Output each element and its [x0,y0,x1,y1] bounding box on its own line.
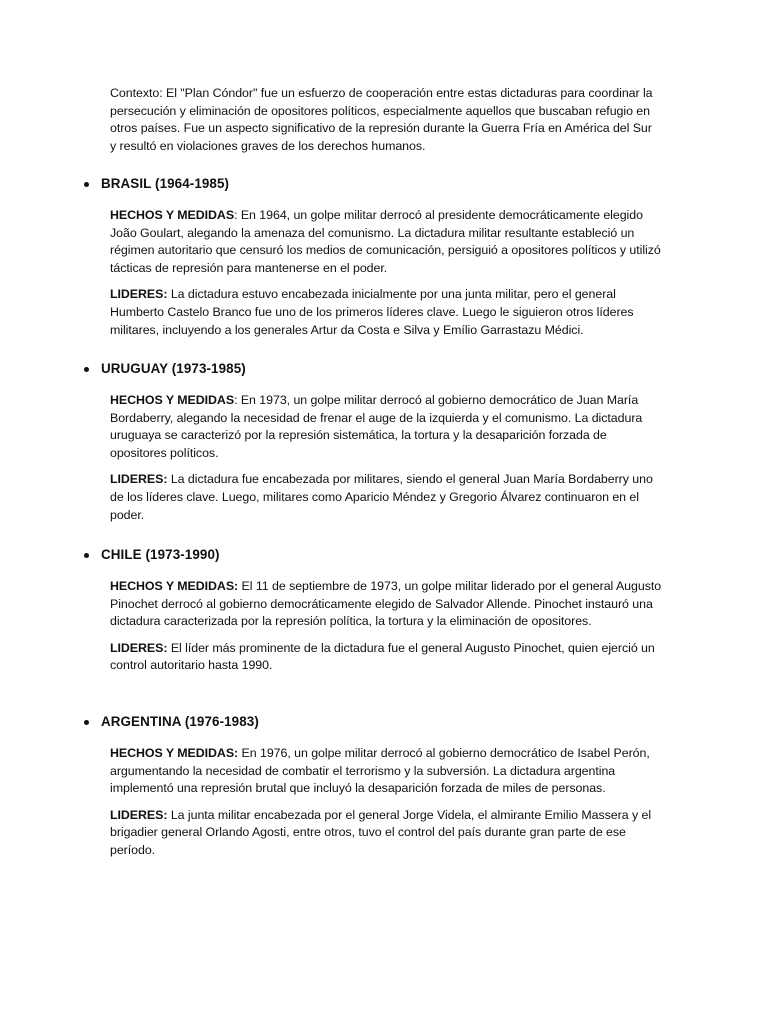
leaders-text: La dictadura estuvo encabezada inicialmente por una junta militar, pero el general Humberto Castelo Branco fue uno de los primeros líderes clave. Luego le siguieron otros líderes militares, incluyendo a los generales Artur da Costa e Silva y Emílio Garrastazu Médici. [110,287,634,337]
bullet-icon [84,553,89,558]
section-title: URUGUAY (1973-1985) [101,360,246,376]
section-title: ARGENTINA (1976-1983) [101,713,259,729]
leaders-label: LIDERES: [110,287,168,302]
section-argentina [80,711,670,860]
facts-label: HECHOS Y MEDIDAS: [110,579,239,593]
section-body [110,392,662,524]
section-body [110,207,662,339]
facts-paragraph [110,745,662,798]
section-heading [80,358,670,378]
bullet-icon [84,182,89,187]
section-body [110,578,662,675]
facts-text: En 1976, un golpe militar derrocó al gobierno democrático de Isabel Perón, argumentando la necesidad de combatir el terrorismo y la subversión. La dictadura argentina implementó una represión brutal que incluyó la desaparición forzada de miles de personas. [110,746,650,796]
section-body [110,745,662,860]
facts-paragraph [110,392,662,462]
section-title: CHILE (1973-1990) [101,546,220,562]
leaders-text: El líder más prominente de la dictadura fue el general Augusto Pinochet, quien ejerció un control autoritario hasta 1990. [110,640,655,673]
bullet-icon [84,367,89,372]
leaders-text: La junta militar encabezada por el general Jorge Videla, el almirante Emilio Massera y el brigadier general Orlando Agosti, entre otros, tuvo el control del país durante gran parte de ese período. [110,807,652,857]
leaders-label: LIDERES: [110,472,168,487]
section-brasil [80,173,670,339]
facts-text: El 11 de septiembre de 1973, un golpe militar liderado por el general Augusto Pinochet derrocó al gobierno democráticamente elegido de Salvador Allende. Pinochet instauró una dictadura caracterizada por la represión política, la tortura y la eliminación de opositores. [110,579,662,629]
section-heading [80,173,670,193]
leaders-paragraph [110,807,662,860]
bullet-icon [84,720,89,725]
leaders-label: LIDERES: [110,640,168,655]
facts-text: : En 1973, un golpe militar derrocó al gobierno democrático de Juan María Bordaberry, alegando la necesidad de frenar el auge de la izquierda y el comunismo. La dictadura uruguaya se caracterizó por la represión sistemática, la tortura y la desaparición forzada de opositores políticos. [110,393,643,460]
facts-label: HECHOS Y MEDIDAS [110,393,235,407]
section-title: BRASIL (1964-1985) [101,175,230,191]
section-heading [80,544,670,564]
context-paragraph: Contexto: El "Plan Cóndor" fue un esfuerzo de cooperación entre estas dictaduras para coordinar la persecución y eliminación de opositores políticos, especialmente aquellos que buscaban refugio en otros países. Fue un aspecto significativo de la represión durante la Guerra Fría en América del Sur y resultó en violaciones graves de los derechos humanos. [110,86,653,153]
section-heading [80,711,670,731]
section-uruguay [80,358,670,524]
leaders-label: LIDERES: [110,807,168,822]
leaders-text: La dictadura fue encabezada por militares, siendo el general Juan María Bordaberry uno de los líderes clave. Luego, militares como Aparicio Méndez y Gregorio Álvarez continuaron en el poder. [110,472,653,522]
facts-text: : En 1964, un golpe militar derrocó al presidente democráticamente elegido João Goulart, alegando la amenaza del comunismo. La dictadura militar resultante estableció un régimen autoritario que censuró los medios de comunicación, persiguió a opositores políticos y utilizó tácticas de represión para mantenerse en el poder. [110,208,661,275]
facts-label: HECHOS Y MEDIDAS [110,208,235,222]
facts-paragraph [110,578,662,631]
section-chile [80,544,670,675]
facts-label: HECHOS Y MEDIDAS: [110,746,239,760]
leaders-paragraph [110,640,662,675]
facts-paragraph [110,207,662,277]
leaders-paragraph [110,286,662,339]
leaders-paragraph [110,471,662,524]
